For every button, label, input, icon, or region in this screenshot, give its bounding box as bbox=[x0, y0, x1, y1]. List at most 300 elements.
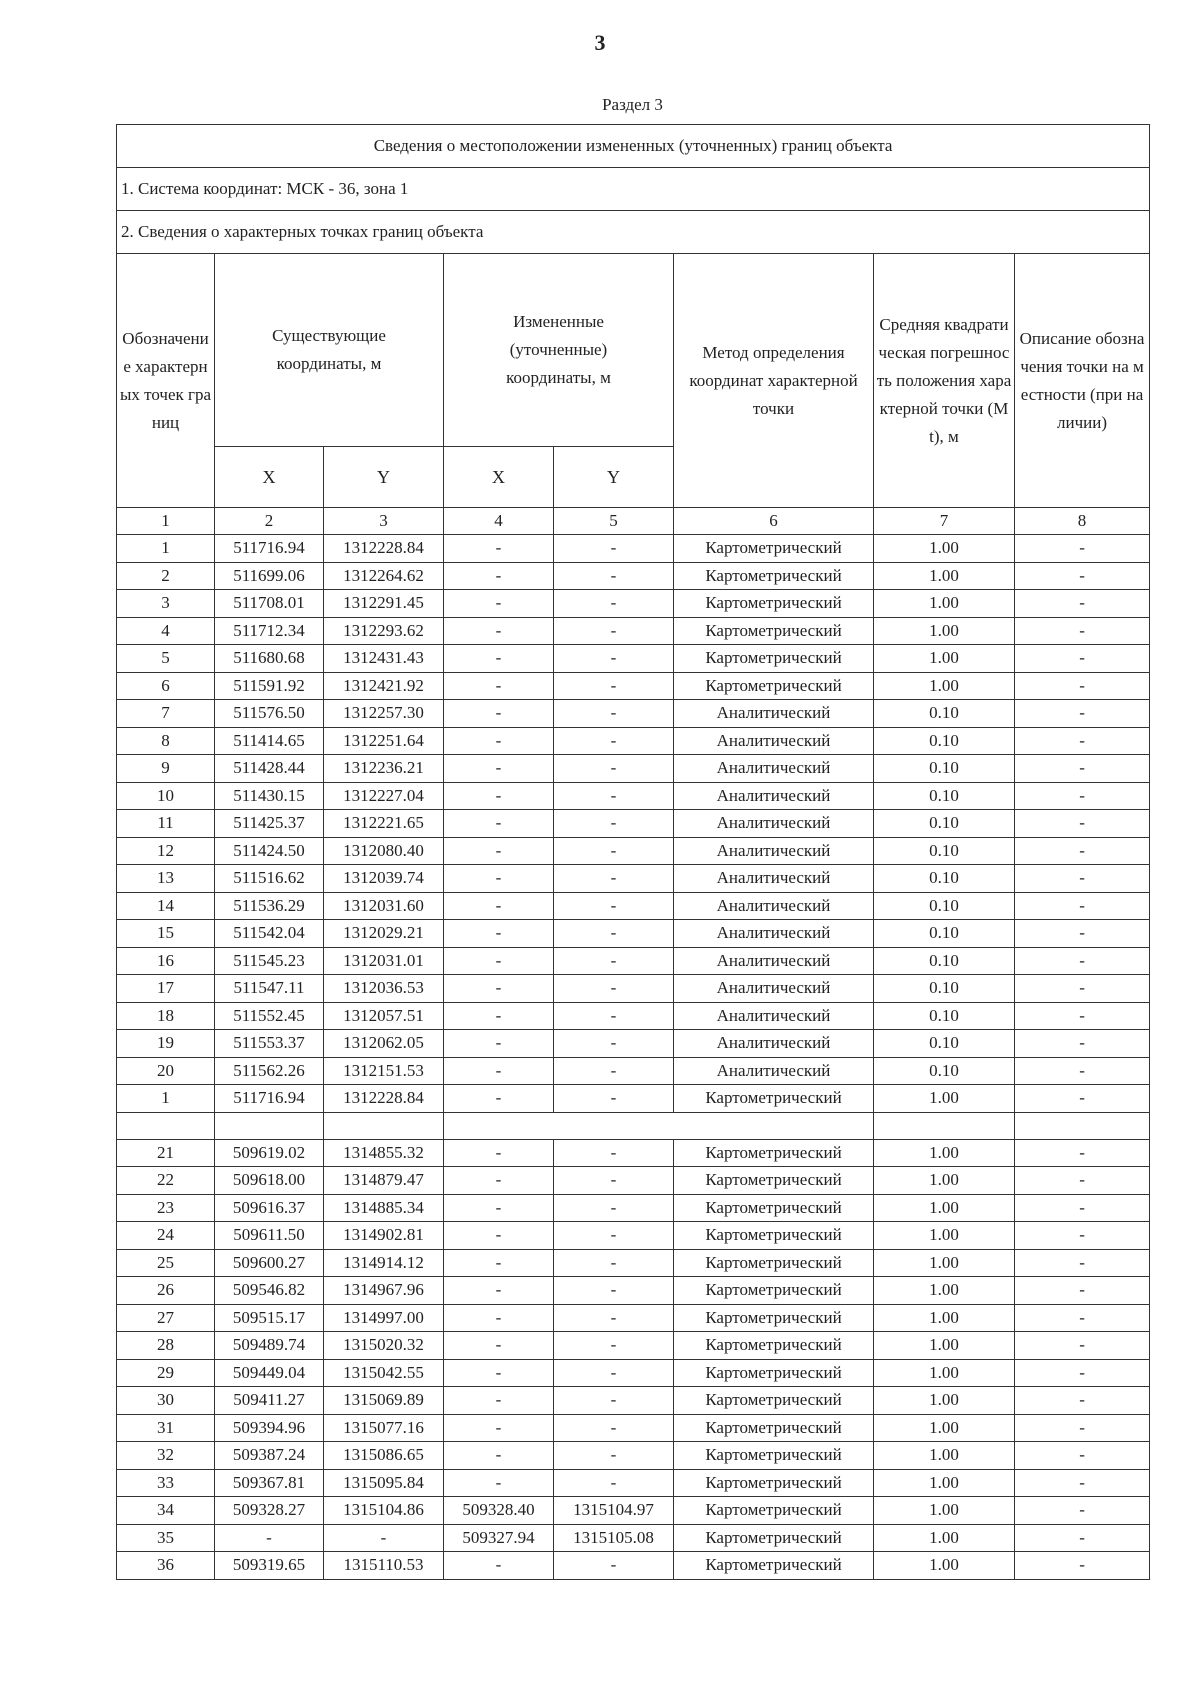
table-cell: 1312151.53 bbox=[324, 1057, 444, 1085]
table-cell: 1.00 bbox=[874, 1167, 1015, 1195]
table-cell: 1312227.04 bbox=[324, 782, 444, 810]
table-cell: - bbox=[1015, 535, 1150, 563]
table-cell: - bbox=[554, 535, 674, 563]
table-cell: Аналитический bbox=[674, 755, 874, 783]
table-cell: - bbox=[1015, 1442, 1150, 1470]
table-cell: - bbox=[444, 1030, 554, 1058]
table-cell: 5 bbox=[117, 645, 215, 673]
table-cell: Картометрический bbox=[674, 1277, 874, 1305]
table-cell: 1.00 bbox=[874, 1249, 1015, 1277]
table-cell: - bbox=[1015, 1304, 1150, 1332]
table-cell: 511552.45 bbox=[215, 1002, 324, 1030]
table-cell: - bbox=[1015, 1277, 1150, 1305]
table-cell: 1312251.64 bbox=[324, 727, 444, 755]
table-cell: Аналитический bbox=[674, 1002, 874, 1030]
table-cell: 511708.01 bbox=[215, 590, 324, 618]
table-cell: - bbox=[444, 727, 554, 755]
header-error: Средняя квадратическая погрешность положения характерной точки (Mt), м bbox=[874, 254, 1015, 508]
table-cell: - bbox=[1015, 865, 1150, 893]
table-cell: 1312228.84 bbox=[324, 1085, 444, 1113]
table-row bbox=[117, 892, 1150, 920]
table-cell: 0.10 bbox=[874, 727, 1015, 755]
table-cell: - bbox=[444, 700, 554, 728]
table-cell: Аналитический bbox=[674, 865, 874, 893]
table-cell: - bbox=[444, 920, 554, 948]
table-cell: 1314997.00 bbox=[324, 1304, 444, 1332]
table-row bbox=[117, 1552, 1150, 1580]
table-cell: Картометрический bbox=[674, 1222, 874, 1250]
table-cell: Аналитический bbox=[674, 782, 874, 810]
table-cell: 0.10 bbox=[874, 1057, 1015, 1085]
table-cell: 0.10 bbox=[874, 1030, 1015, 1058]
table-cell: 511516.62 bbox=[215, 865, 324, 893]
table-row bbox=[117, 920, 1150, 948]
header-existing: Существующие координаты, м bbox=[215, 254, 444, 447]
table-cell: - bbox=[444, 562, 554, 590]
table-cell: 1312421.92 bbox=[324, 672, 444, 700]
table-cell: Картометрический bbox=[674, 535, 874, 563]
table-cell: 0.10 bbox=[874, 920, 1015, 948]
table-cell: 511562.26 bbox=[215, 1057, 324, 1085]
table-cell: 509394.96 bbox=[215, 1414, 324, 1442]
table-cell: - bbox=[1015, 920, 1150, 948]
table-cell: - bbox=[1015, 975, 1150, 1003]
table-cell: - bbox=[554, 1002, 674, 1030]
table-cell: - bbox=[444, 1085, 554, 1113]
column-number: 6 bbox=[674, 508, 874, 535]
header-designation: Обозначение характерных точек границ bbox=[117, 254, 215, 508]
column-number: 4 bbox=[444, 508, 554, 535]
table-cell: - bbox=[554, 1057, 674, 1085]
table-cell: 33 bbox=[117, 1469, 215, 1497]
table-cell: 511716.94 bbox=[215, 535, 324, 563]
table-cell: 20 bbox=[117, 1057, 215, 1085]
table-cell: 7 bbox=[117, 700, 215, 728]
table-cell: - bbox=[1015, 1002, 1150, 1030]
column-number: 2 bbox=[215, 508, 324, 535]
table-cell: 1312257.30 bbox=[324, 700, 444, 728]
table-row bbox=[117, 1497, 1150, 1525]
table-cell: 1.00 bbox=[874, 1359, 1015, 1387]
table-cell: - bbox=[444, 837, 554, 865]
table-cell: - bbox=[444, 1304, 554, 1332]
table-cell: - bbox=[444, 1057, 554, 1085]
table-cell: 1312291.45 bbox=[324, 590, 444, 618]
table-cell: - bbox=[554, 892, 674, 920]
table-cell: - bbox=[444, 1442, 554, 1470]
table-cell: 1.00 bbox=[874, 562, 1015, 590]
header-existing-y: Y bbox=[324, 447, 444, 508]
table-cell: - bbox=[554, 1277, 674, 1305]
table-cell: 8 bbox=[117, 727, 215, 755]
table-row bbox=[117, 1414, 1150, 1442]
table-title: Сведения о местоположении измененных (уточненных) границ объекта bbox=[117, 125, 1150, 168]
table-row bbox=[117, 1332, 1150, 1360]
table-cell: 511414.65 bbox=[215, 727, 324, 755]
table-cell: - bbox=[444, 1469, 554, 1497]
table-cell: Картометрический bbox=[674, 1442, 874, 1470]
table-cell: 1314885.34 bbox=[324, 1194, 444, 1222]
table-cell: - bbox=[554, 590, 674, 618]
table-cell: - bbox=[554, 755, 674, 783]
table-cell: Аналитический bbox=[674, 700, 874, 728]
table-cell: 509616.37 bbox=[215, 1194, 324, 1222]
table-row bbox=[117, 810, 1150, 838]
table-cell: Аналитический bbox=[674, 837, 874, 865]
table-cell: - bbox=[444, 1552, 554, 1580]
table-cell: 27 bbox=[117, 1304, 215, 1332]
table-cell: - bbox=[1015, 837, 1150, 865]
table-row bbox=[117, 1442, 1150, 1470]
table-cell: 1312039.74 bbox=[324, 865, 444, 893]
table-cell: - bbox=[444, 1414, 554, 1442]
table-cell: 11 bbox=[117, 810, 215, 838]
table-cell: - bbox=[1015, 892, 1150, 920]
table-cell: Картометрический bbox=[674, 562, 874, 590]
table-cell: 1315042.55 bbox=[324, 1359, 444, 1387]
table-cell: - bbox=[444, 672, 554, 700]
table-cell: 1 bbox=[117, 535, 215, 563]
table-cell: 511712.34 bbox=[215, 617, 324, 645]
table-cell: - bbox=[1015, 727, 1150, 755]
table-row bbox=[117, 1222, 1150, 1250]
table-cell: 1312080.40 bbox=[324, 837, 444, 865]
table-cell: 15 bbox=[117, 920, 215, 948]
table-cell: 1312057.51 bbox=[324, 1002, 444, 1030]
table-cell: 1314967.96 bbox=[324, 1277, 444, 1305]
table-cell: - bbox=[1015, 1469, 1150, 1497]
table-cell: Картометрический bbox=[674, 1469, 874, 1497]
table-cell: - bbox=[444, 590, 554, 618]
table-cell: 1.00 bbox=[874, 1524, 1015, 1552]
table-row bbox=[117, 865, 1150, 893]
table-row bbox=[117, 645, 1150, 673]
table-cell: 1315095.84 bbox=[324, 1469, 444, 1497]
table-cell: Картометрический bbox=[674, 1552, 874, 1580]
table-cell: - bbox=[1015, 1552, 1150, 1580]
table-cell: Аналитический bbox=[674, 920, 874, 948]
table-cell: Аналитический bbox=[674, 975, 874, 1003]
table-cell: - bbox=[554, 1552, 674, 1580]
table-cell: 509387.24 bbox=[215, 1442, 324, 1470]
table-cell: 509327.94 bbox=[444, 1524, 554, 1552]
table-cell: - bbox=[444, 1249, 554, 1277]
table-cell: 1.00 bbox=[874, 1277, 1015, 1305]
table-row bbox=[117, 755, 1150, 783]
table-cell: - bbox=[554, 947, 674, 975]
table-cell: 1315077.16 bbox=[324, 1414, 444, 1442]
table-row bbox=[117, 1249, 1150, 1277]
table-cell: - bbox=[554, 1442, 674, 1470]
table-cell: Картометрический bbox=[674, 1194, 874, 1222]
table-cell: Картометрический bbox=[674, 1387, 874, 1415]
table-cell: - bbox=[554, 727, 674, 755]
table-row bbox=[117, 590, 1150, 618]
table-cell: 18 bbox=[117, 1002, 215, 1030]
table-cell: 22 bbox=[117, 1167, 215, 1195]
column-number: 8 bbox=[1015, 508, 1150, 535]
table-cell: 1312228.84 bbox=[324, 535, 444, 563]
table-cell: - bbox=[444, 892, 554, 920]
table-cell: - bbox=[554, 1194, 674, 1222]
table-cell: - bbox=[1015, 1167, 1150, 1195]
table-row bbox=[117, 1277, 1150, 1305]
table-cell: 1314879.47 bbox=[324, 1167, 444, 1195]
table-cell: - bbox=[554, 920, 674, 948]
table-cell: - bbox=[444, 1359, 554, 1387]
table-cell: 1.00 bbox=[874, 1222, 1015, 1250]
table-cell: Картометрический bbox=[674, 1167, 874, 1195]
table-row bbox=[117, 975, 1150, 1003]
table-cell: - bbox=[554, 1139, 674, 1167]
table-cell: - bbox=[324, 1524, 444, 1552]
table-cell: 0.10 bbox=[874, 837, 1015, 865]
table-cell: - bbox=[554, 1359, 674, 1387]
empty-cell bbox=[444, 1112, 874, 1139]
table-cell: - bbox=[554, 645, 674, 673]
table-cell: - bbox=[1015, 1497, 1150, 1525]
empty-cell bbox=[117, 1112, 215, 1139]
table-cell: - bbox=[444, 975, 554, 1003]
table-cell: - bbox=[554, 975, 674, 1003]
table-cell: 0.10 bbox=[874, 892, 1015, 920]
table-cell: 511542.04 bbox=[215, 920, 324, 948]
table-cell: 511424.50 bbox=[215, 837, 324, 865]
table-cell: 509489.74 bbox=[215, 1332, 324, 1360]
table-cell: - bbox=[444, 782, 554, 810]
table-cell: - bbox=[444, 1277, 554, 1305]
table-cell: 1.00 bbox=[874, 1552, 1015, 1580]
table-cell: - bbox=[554, 810, 674, 838]
table-cell: 4 bbox=[117, 617, 215, 645]
table-cell: - bbox=[554, 782, 674, 810]
table-cell: 13 bbox=[117, 865, 215, 893]
table-cell: - bbox=[444, 755, 554, 783]
table-cell: 25 bbox=[117, 1249, 215, 1277]
table-cell: 14 bbox=[117, 892, 215, 920]
table-cell: 1315110.53 bbox=[324, 1552, 444, 1580]
table-cell: Картометрический bbox=[674, 645, 874, 673]
table-cell: 28 bbox=[117, 1332, 215, 1360]
section-title: Раздел 3 bbox=[602, 95, 663, 114]
table-row bbox=[117, 1469, 1150, 1497]
table-cell: - bbox=[554, 1167, 674, 1195]
table-cell: Картометрический bbox=[674, 1085, 874, 1113]
table-cell: 1312031.60 bbox=[324, 892, 444, 920]
table-cell: 511699.06 bbox=[215, 562, 324, 590]
empty-cell bbox=[1015, 1112, 1150, 1139]
table-cell: - bbox=[1015, 1085, 1150, 1113]
table-cell: 511425.37 bbox=[215, 810, 324, 838]
table-cell: 509515.17 bbox=[215, 1304, 324, 1332]
table-cell: - bbox=[1015, 810, 1150, 838]
table-cell: 10 bbox=[117, 782, 215, 810]
table-cell: Картометрический bbox=[674, 617, 874, 645]
table-cell: 1.00 bbox=[874, 1139, 1015, 1167]
table-row bbox=[117, 1030, 1150, 1058]
table-cell: - bbox=[1015, 617, 1150, 645]
table-cell: Картометрический bbox=[674, 1332, 874, 1360]
table-cell: - bbox=[1015, 782, 1150, 810]
table-cell: 1315069.89 bbox=[324, 1387, 444, 1415]
table-cell: Картометрический bbox=[674, 1304, 874, 1332]
table-cell: 1.00 bbox=[874, 1414, 1015, 1442]
table-cell: 511547.11 bbox=[215, 975, 324, 1003]
table-cell: 509411.27 bbox=[215, 1387, 324, 1415]
table-cell: 509328.40 bbox=[444, 1497, 554, 1525]
coord-system: 1. Система координат: МСК - 36, зона 1 bbox=[117, 168, 1150, 211]
table-cell: - bbox=[554, 1414, 674, 1442]
table-cell: - bbox=[215, 1524, 324, 1552]
table-cell: 1.00 bbox=[874, 1442, 1015, 1470]
table-cell: 1314855.32 bbox=[324, 1139, 444, 1167]
table-cell: 3 bbox=[117, 590, 215, 618]
table-cell: 17 bbox=[117, 975, 215, 1003]
table-cell: - bbox=[444, 1222, 554, 1250]
table-cell: - bbox=[554, 837, 674, 865]
table-cell: 1.00 bbox=[874, 617, 1015, 645]
points-heading: 2. Сведения о характерных точках границ объекта bbox=[117, 211, 1150, 254]
table-row bbox=[117, 782, 1150, 810]
table-cell: - bbox=[554, 1085, 674, 1113]
table-cell: 509611.50 bbox=[215, 1222, 324, 1250]
table-cell: - bbox=[444, 617, 554, 645]
table-cell: 511576.50 bbox=[215, 700, 324, 728]
table-row bbox=[117, 1167, 1150, 1195]
table-cell: 36 bbox=[117, 1552, 215, 1580]
table-cell: - bbox=[554, 1222, 674, 1250]
table-row bbox=[117, 1304, 1150, 1332]
table-cell: Картометрический bbox=[674, 1359, 874, 1387]
table-cell: - bbox=[1015, 1524, 1150, 1552]
table-cell: 30 bbox=[117, 1387, 215, 1415]
table-cell: 1312236.21 bbox=[324, 755, 444, 783]
table-cell: - bbox=[444, 1332, 554, 1360]
table-cell: 1.00 bbox=[874, 590, 1015, 618]
table-cell: - bbox=[1015, 590, 1150, 618]
table-cell: 1.00 bbox=[874, 1497, 1015, 1525]
boundary-points-table bbox=[116, 124, 1150, 1580]
table-cell: Картометрический bbox=[674, 1524, 874, 1552]
table-cell: - bbox=[554, 865, 674, 893]
table-cell: 509319.65 bbox=[215, 1552, 324, 1580]
table-cell: - bbox=[444, 1387, 554, 1415]
table-cell: 1312221.65 bbox=[324, 810, 444, 838]
table-cell: 0.10 bbox=[874, 700, 1015, 728]
table-cell: 509619.02 bbox=[215, 1139, 324, 1167]
table-cell: 509618.00 bbox=[215, 1167, 324, 1195]
table-cell: Аналитический bbox=[674, 1057, 874, 1085]
column-number: 5 bbox=[554, 508, 674, 535]
table-cell: 1312431.43 bbox=[324, 645, 444, 673]
header-description: Описание обозначения точки на местности (при наличии) bbox=[1015, 254, 1150, 508]
table-cell: 24 bbox=[117, 1222, 215, 1250]
table-cell: 1315104.97 bbox=[554, 1497, 674, 1525]
table-cell: 2 bbox=[117, 562, 215, 590]
table-cell: 509367.81 bbox=[215, 1469, 324, 1497]
table-cell: - bbox=[1015, 1030, 1150, 1058]
table-cell: 21 bbox=[117, 1139, 215, 1167]
table-cell: - bbox=[444, 810, 554, 838]
table-cell: 509600.27 bbox=[215, 1249, 324, 1277]
table-row bbox=[117, 700, 1150, 728]
table-row bbox=[117, 1194, 1150, 1222]
header-changed: Измененные (уточненные) координаты, м bbox=[444, 254, 674, 447]
table-cell: 1315086.65 bbox=[324, 1442, 444, 1470]
table-cell: - bbox=[444, 535, 554, 563]
table-cell: 0.10 bbox=[874, 755, 1015, 783]
table-cell: 26 bbox=[117, 1277, 215, 1305]
table-cell: 0.10 bbox=[874, 947, 1015, 975]
table-row bbox=[117, 1057, 1150, 1085]
table-cell: - bbox=[444, 1002, 554, 1030]
table-cell: 1312031.01 bbox=[324, 947, 444, 975]
table-cell: Картометрический bbox=[674, 1497, 874, 1525]
table-cell: Картометрический bbox=[674, 672, 874, 700]
column-number: 1 bbox=[117, 508, 215, 535]
empty-cell bbox=[215, 1112, 324, 1139]
table-cell: 1315105.08 bbox=[554, 1524, 674, 1552]
table-cell: 1312062.05 bbox=[324, 1030, 444, 1058]
table-cell: 16 bbox=[117, 947, 215, 975]
table-cell: 1.00 bbox=[874, 1194, 1015, 1222]
table-row bbox=[117, 562, 1150, 590]
table-cell: 0.10 bbox=[874, 865, 1015, 893]
table-cell: 511536.29 bbox=[215, 892, 324, 920]
table-cell: Картометрический bbox=[674, 1249, 874, 1277]
table-cell: 1315104.86 bbox=[324, 1497, 444, 1525]
table-cell: 0.10 bbox=[874, 782, 1015, 810]
separator-row bbox=[117, 1112, 1150, 1139]
table-cell: 511591.92 bbox=[215, 672, 324, 700]
table-cell: 31 bbox=[117, 1414, 215, 1442]
header-existing-x: X bbox=[215, 447, 324, 508]
table-cell: 1.00 bbox=[874, 1469, 1015, 1497]
table-row bbox=[117, 1359, 1150, 1387]
table-cell: - bbox=[554, 1469, 674, 1497]
empty-cell bbox=[874, 1112, 1015, 1139]
table-cell: 1.00 bbox=[874, 535, 1015, 563]
table-cell: 9 bbox=[117, 755, 215, 783]
table-cell: - bbox=[1015, 1194, 1150, 1222]
table-row bbox=[117, 1085, 1150, 1113]
table-row bbox=[117, 837, 1150, 865]
table-cell: 34 bbox=[117, 1497, 215, 1525]
table-cell: - bbox=[1015, 1249, 1150, 1277]
table-cell: - bbox=[554, 1030, 674, 1058]
column-number: 7 bbox=[874, 508, 1015, 535]
table-cell: 1.00 bbox=[874, 672, 1015, 700]
table-row bbox=[117, 672, 1150, 700]
table-cell: - bbox=[1015, 755, 1150, 783]
table-cell: - bbox=[554, 1249, 674, 1277]
table-cell: 511553.37 bbox=[215, 1030, 324, 1058]
table-cell: 1.00 bbox=[874, 645, 1015, 673]
table-cell: - bbox=[1015, 672, 1150, 700]
table-cell: - bbox=[1015, 1387, 1150, 1415]
table-cell: 12 bbox=[117, 837, 215, 865]
table-cell: - bbox=[1015, 562, 1150, 590]
table-cell: Аналитический bbox=[674, 892, 874, 920]
table-row bbox=[117, 727, 1150, 755]
table-cell: 1.00 bbox=[874, 1304, 1015, 1332]
table-cell: 0.10 bbox=[874, 810, 1015, 838]
table-cell: 511428.44 bbox=[215, 755, 324, 783]
table-cell: Аналитический bbox=[674, 1030, 874, 1058]
table-cell: Картометрический bbox=[674, 1414, 874, 1442]
header-method: Метод определения координат характерной точки bbox=[674, 254, 874, 508]
table-cell: Аналитический bbox=[674, 810, 874, 838]
